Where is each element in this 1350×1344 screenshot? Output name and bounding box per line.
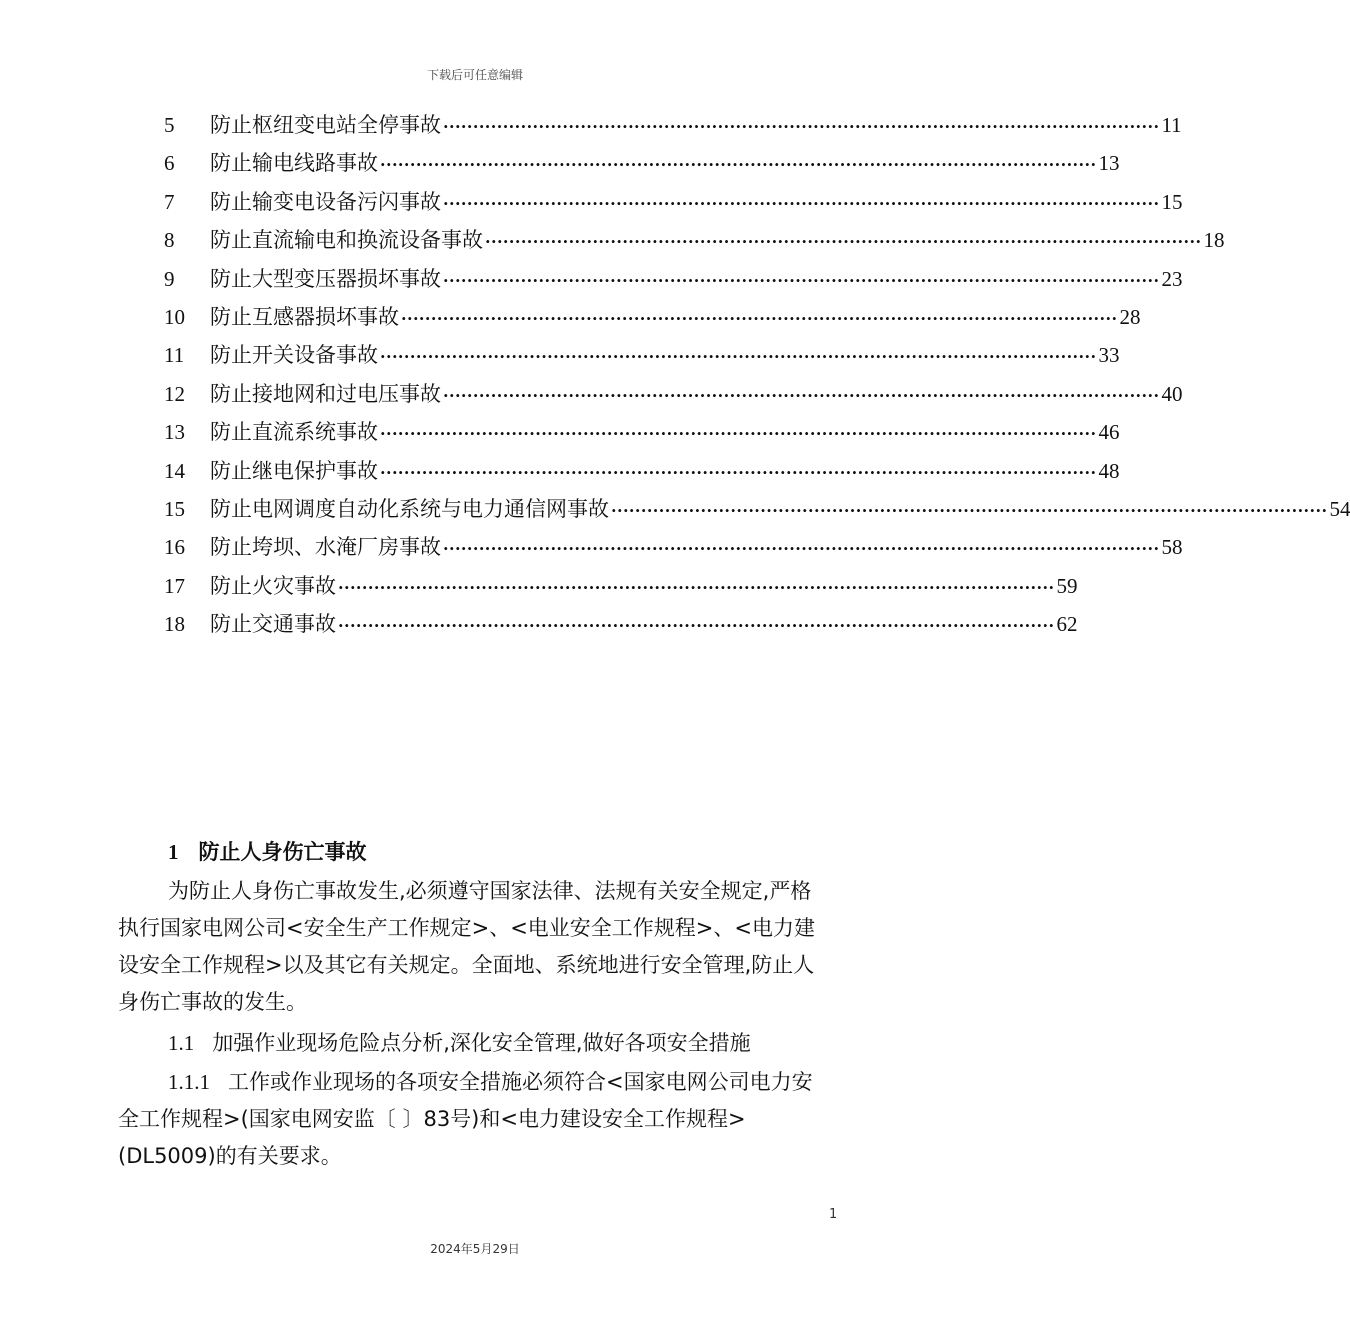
toc-dot-leader: ························································································································: [380, 462, 1097, 482]
clause-number: 1.1.1: [168, 1070, 210, 1094]
toc-dot-leader: ························································································································: [485, 232, 1202, 252]
toc-item-number: 5: [164, 113, 175, 137]
subsection-text: 加强作业现场危险点分析,深化安全管理,做好各项安全措施: [212, 1031, 751, 1055]
toc-item-number: 14: [164, 458, 185, 483]
subsection-number: 1.1: [168, 1031, 195, 1055]
section-heading: [168, 836, 367, 866]
toc-item-title: 防止互感器损坏事故: [210, 304, 399, 329]
toc-dot-leader: ························································································································: [443, 539, 1160, 559]
toc-dot-leader: ························································································································: [443, 117, 1160, 136]
toc-item: [164, 144, 1120, 182]
toc-item: [164, 106, 1182, 144]
toc-item-page: 62: [1056, 612, 1078, 637]
toc-item-page: 18: [1203, 228, 1225, 253]
toc-item: [164, 183, 1183, 221]
toc-item-title: 防止大型变压器损坏事故: [210, 266, 441, 291]
toc-item-page: 28: [1119, 304, 1141, 329]
toc-item-title: 防止直流输电和换流设备事故: [210, 228, 483, 253]
page-header: 下载后可任意编辑: [426, 68, 523, 82]
toc-dot-leader: ························································································································: [611, 500, 1328, 520]
toc-item-page: 48: [1098, 458, 1120, 483]
toc-item: [164, 452, 1120, 490]
toc-item-page: 15: [1161, 189, 1183, 214]
subsection-heading: [168, 1025, 838, 1062]
toc-dot-leader: ························································································································: [401, 308, 1118, 328]
toc-item-page: 58: [1161, 535, 1183, 560]
toc-item: [164, 260, 1183, 298]
toc-item: [164, 490, 1350, 528]
toc-dot-leader: ························································································································: [443, 193, 1160, 213]
toc-item: [164, 298, 1141, 336]
toc-item-number: 7: [164, 189, 175, 214]
toc-item: [164, 375, 1183, 413]
toc-item-title: 防止输变电设备污闪事故: [210, 189, 441, 214]
toc-dot-leader: ························································································································: [338, 577, 1055, 597]
toc-dot-leader: ························································································································: [380, 347, 1097, 367]
toc-item-number: 12: [164, 381, 185, 406]
toc-item-number: 13: [164, 420, 185, 445]
toc-item: [164, 605, 1078, 643]
toc-item-number: 10: [164, 304, 185, 329]
toc-item-title: 防止火灾事故: [210, 573, 336, 598]
toc-item-title: 防止继电保护事故: [210, 458, 378, 483]
toc-item-number: 16: [164, 535, 185, 560]
toc-item: [164, 567, 1078, 605]
toc-item-title: 防止垮坝、水淹厂房事故: [210, 535, 441, 560]
toc-item-number: 15: [164, 496, 185, 521]
toc-item-number: 6: [164, 151, 175, 176]
toc-item-page: 59: [1056, 573, 1078, 598]
toc-item-page: 54: [1329, 496, 1350, 521]
toc-item: [164, 336, 1120, 374]
toc-item-title: 防止电网调度自动化系统与电力通信网事故: [210, 496, 609, 521]
toc-item-number: 8: [164, 228, 175, 253]
toc-item-page: 23: [1161, 266, 1183, 291]
clause-text: 工作或作业现场的各项安全措施必须符合<国家电网公司电力安全工作规程>(国家电网安监〔 〕83号)和<电力建设安全工作规程>(DL5009)的有关要求。: [118, 1070, 813, 1168]
toc-item-number: 9: [164, 266, 175, 291]
page-number: 1: [829, 1207, 838, 1222]
toc-dot-leader: ························································································································: [443, 270, 1160, 290]
toc-dot-leader: ························································································································: [443, 385, 1160, 405]
clause-paragraph: [118, 1064, 832, 1175]
toc-item-number: 17: [164, 573, 185, 598]
toc-item-title: 防止交通事故: [210, 612, 336, 637]
toc-item-page: 11: [1161, 113, 1182, 137]
toc-item: [164, 221, 1225, 259]
toc-item-title: 防止接地网和过电压事故: [210, 381, 441, 406]
toc-dot-leader: ························································································································: [380, 155, 1097, 175]
table-of-contents: [164, 106, 1350, 643]
toc-item-title: 防止直流系统事故: [210, 420, 378, 445]
toc-item-page: 40: [1161, 381, 1183, 406]
section-title: 防止人身伤亡事故: [198, 840, 367, 864]
toc-item-number: 18: [164, 612, 185, 637]
toc-item-title: 防止输电线路事故: [210, 151, 378, 176]
intro-paragraph: 为防止人身伤亡事故发生,必须遵守国家法律、法规有关安全规定,严格执行国家电网公司<安全生产工作规定>、<电业安全工作规程>、<电力建设安全工作规程>以及其它有关规定。全面地、系统地进行安全管理,防止人身伤亡事故的发生。: [118, 879, 815, 1014]
toc-item-page: 46: [1098, 420, 1120, 445]
toc-item-page: 33: [1098, 343, 1120, 368]
toc-item: [164, 528, 1183, 566]
toc-item-title: 防止枢纽变电站全停事故: [210, 113, 441, 137]
toc-item: [164, 413, 1120, 451]
toc-dot-leader: ························································································································: [338, 616, 1055, 636]
toc-item-title: 防止开关设备事故: [210, 343, 378, 368]
page-footer-date: 2024年5月29日: [430, 1242, 520, 1256]
toc-dot-leader: ························································································································: [380, 424, 1097, 444]
section-number: 1: [168, 840, 179, 864]
toc-item-page: 13: [1098, 151, 1120, 176]
toc-item-number: 11: [164, 343, 185, 368]
